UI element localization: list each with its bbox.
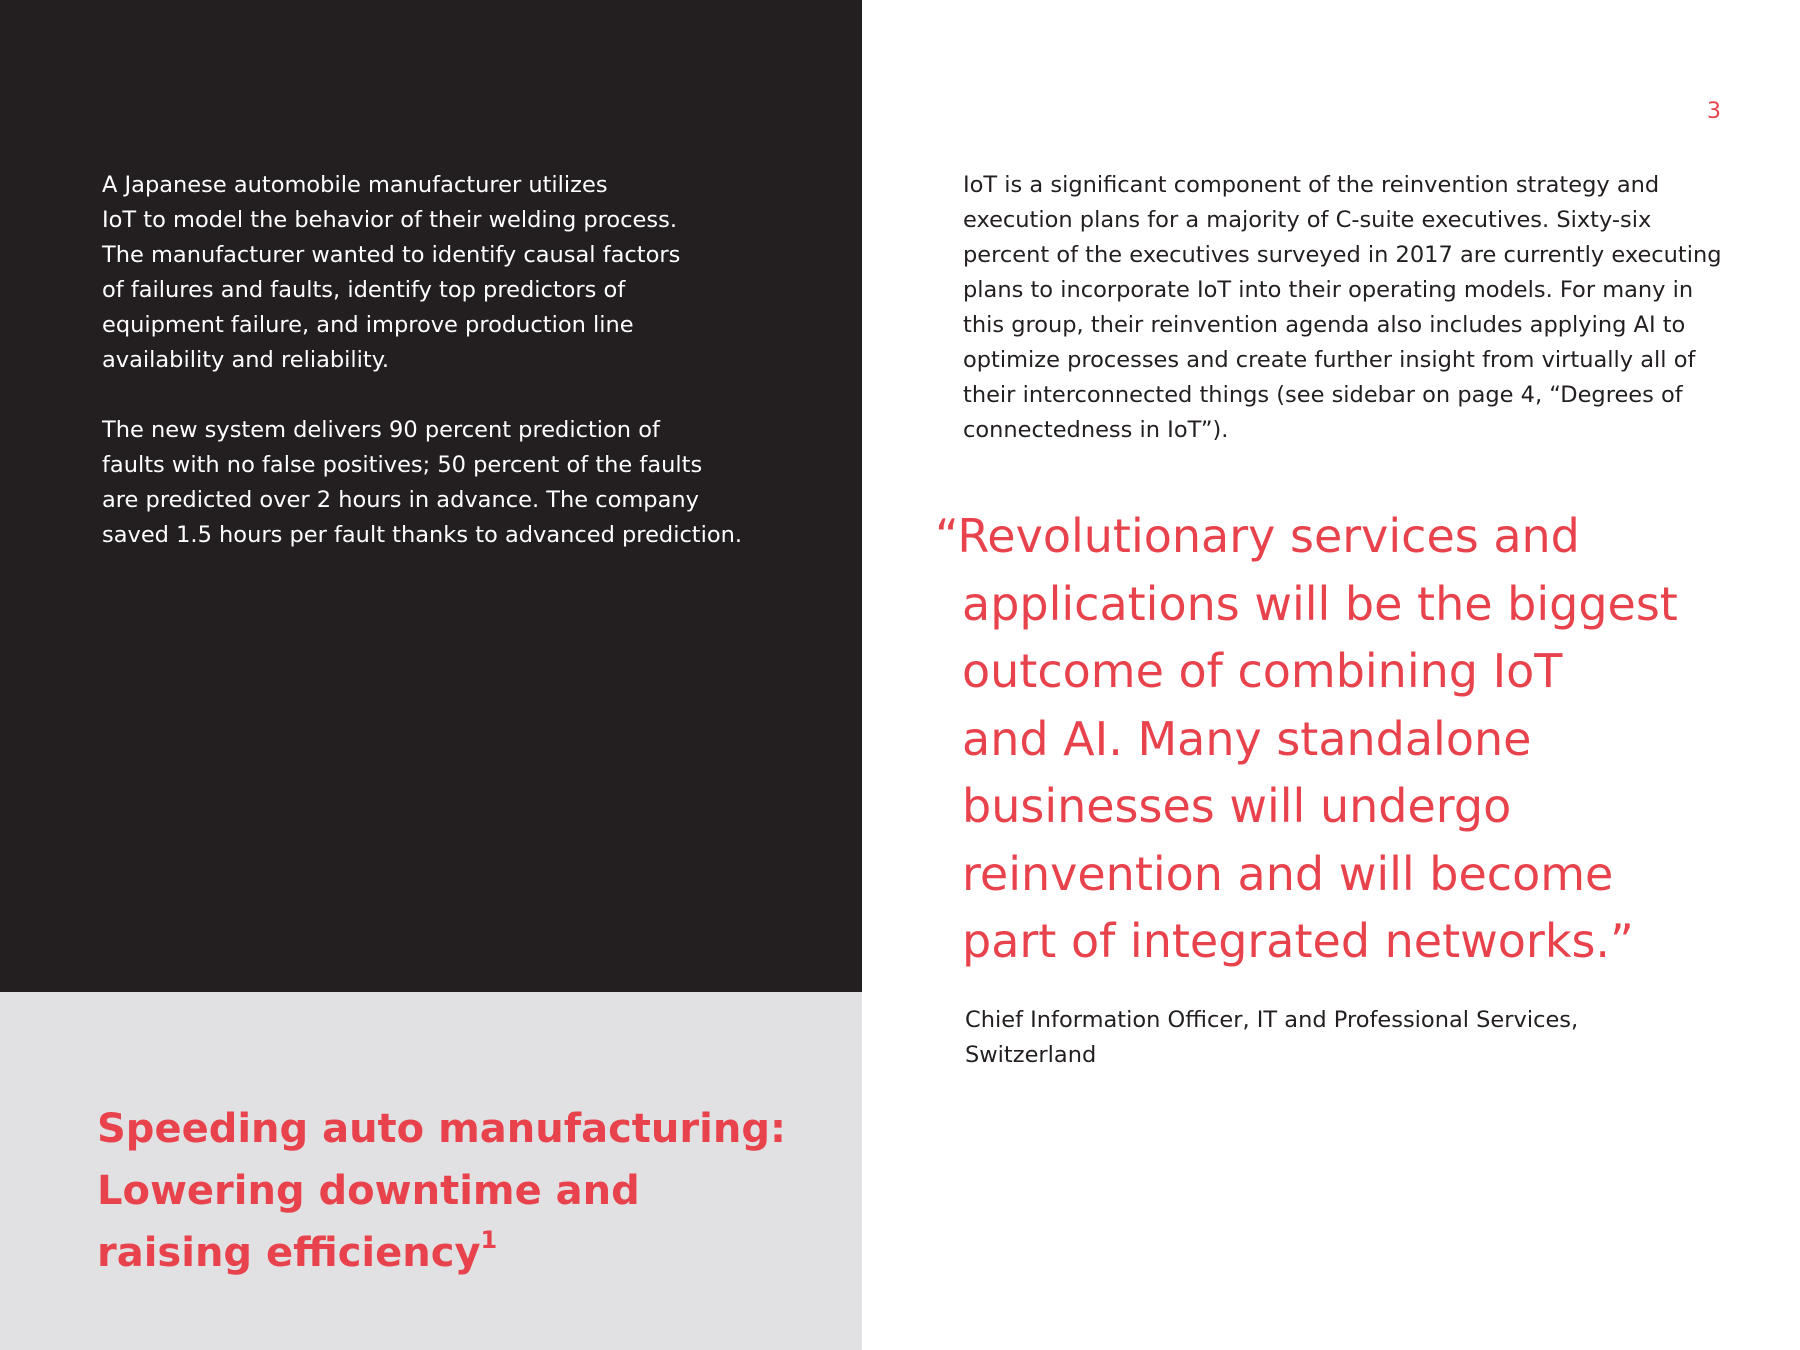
quote-line: outcome of combining IoT bbox=[962, 644, 1563, 698]
quote-attribution bbox=[965, 1003, 1745, 1073]
pull-quote bbox=[935, 503, 1755, 976]
quote-line: businesses will undergo bbox=[962, 779, 1512, 833]
case-study-line: faults with no false positives; 50 percent of the faults bbox=[102, 452, 703, 478]
body-line: this group, their reinvention agenda also includes applying AI to bbox=[963, 312, 1686, 338]
body-line: IoT is a significant component of the reinvention strategy and bbox=[963, 172, 1660, 198]
footnote-marker: 1 bbox=[480, 1226, 498, 1254]
case-study-line: of failures and faults, identify top predictors of bbox=[102, 277, 626, 303]
body-line: connectedness in IoT”). bbox=[963, 417, 1229, 443]
quote-line: reinvention and will become bbox=[962, 846, 1614, 901]
case-study-text bbox=[102, 168, 802, 553]
title-line-last bbox=[97, 1222, 837, 1284]
body-line: execution plans for a majority of C-suite executives. Sixty-six bbox=[963, 207, 1652, 233]
case-study-line: A Japanese automobile manufacturer utilizes bbox=[102, 172, 608, 198]
paragraph-gap bbox=[102, 378, 802, 413]
attribution-line: Chief Information Officer, IT and Professional Services, bbox=[965, 1007, 1579, 1033]
body-line: optimize processes and create further insight from virtually all of bbox=[963, 347, 1696, 373]
case-study-line: equipment failure, and improve production line bbox=[102, 312, 634, 338]
body-line: their interconnected things (see sidebar on page 4, “Degrees of bbox=[963, 382, 1683, 408]
title-line: Lowering downtime and bbox=[97, 1168, 640, 1214]
quote-line: and AI. Many standalone bbox=[962, 711, 1532, 766]
case-study-line: saved 1.5 hours per fault thanks to advanced prediction. bbox=[102, 522, 743, 548]
quote-line: “Revolutionary services and bbox=[935, 509, 1580, 563]
case-study-line: are predicted over 2 hours in advance. The company bbox=[102, 487, 699, 513]
case-study-title bbox=[97, 1098, 837, 1284]
title-line: Speeding auto manufacturing: bbox=[97, 1106, 786, 1152]
attribution-line: Switzerland bbox=[965, 1042, 1097, 1068]
title-text: raising efficiency bbox=[97, 1230, 481, 1276]
case-study-line: The new system delivers 90 percent prediction of bbox=[102, 417, 660, 443]
quote-line: applications will be the biggest bbox=[962, 576, 1678, 631]
body-paragraph bbox=[963, 168, 1743, 448]
case-study-line: availability and reliability. bbox=[102, 347, 389, 373]
page-number: 3 bbox=[1707, 99, 1721, 124]
body-line: plans to incorporate IoT into their operating models. For many in bbox=[963, 277, 1694, 303]
case-study-line: The manufacturer wanted to identify causal factors bbox=[102, 242, 681, 268]
case-study-line: IoT to model the behavior of their welding process. bbox=[102, 207, 677, 233]
quote-line: part of integrated networks.” bbox=[962, 914, 1634, 968]
body-line: percent of the executives surveyed in 2017 are currently executing bbox=[963, 242, 1722, 268]
